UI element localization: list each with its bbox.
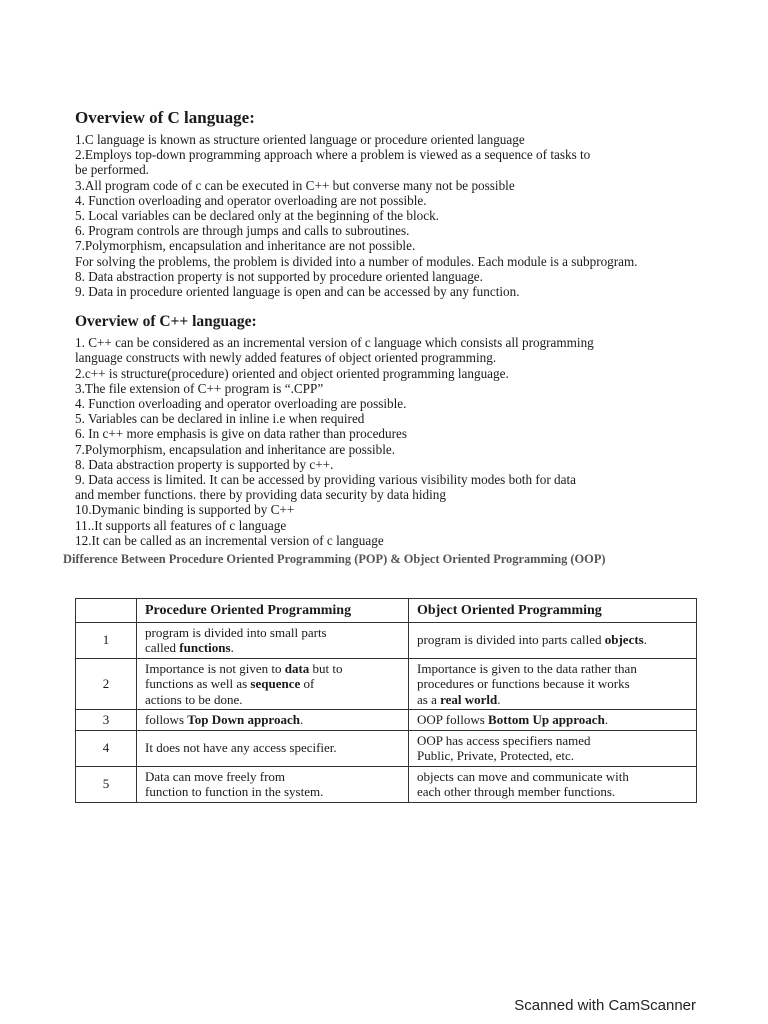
cpp-line: 9. Data access is limited. It can be accessed by providing various visibility modes both for data [75, 472, 576, 488]
cpp-line: 11..It supports all features of c language [75, 517, 287, 533]
oop-cell [409, 622, 697, 658]
cell-bold: real world [440, 691, 498, 707]
cell-text: . [230, 640, 234, 655]
c-line: 1.C language is known as structure oriented language or procedure oriented language [75, 132, 525, 147]
c-line: 5. Local variables can be declared only at the beginning of the block. [75, 208, 439, 224]
cell-text: objects can move and communicate with [417, 768, 629, 784]
cpp-line: 8. Data abstraction property is supported by c++. [75, 456, 334, 472]
table-header-row [76, 599, 697, 623]
cpp-line: 10.Dymanic binding is supported by C++ [75, 502, 295, 518]
cell-text: as a [417, 691, 441, 707]
c-line: For solving the problems, the problem is divided into a number of modules. Each module is a subprogram. [75, 253, 638, 269]
header-number [76, 599, 137, 623]
row-number: 3 [76, 710, 137, 731]
oop-cell [409, 766, 697, 802]
c-line: 8. Data abstraction property is not supported by procedure oriented language. [75, 268, 483, 284]
cell-text: follows [145, 712, 188, 727]
cell-text: . [643, 632, 647, 648]
cpp-line: 5. Variables can be declared in inline i.e when required [75, 411, 365, 427]
cell-text: program is divided into small parts [145, 624, 327, 640]
c-line: 7.Polymorphism, encapsulation and inheritance are not possible. [75, 238, 416, 254]
cpp-line: 1. C++ can be considered as an incremental version of c language which consists all programming [75, 335, 594, 351]
c-line: be performed. [75, 162, 149, 178]
c-line: 9. Data in procedure oriented language is open and can be accessed by any function. [75, 284, 520, 300]
document-body [63, 108, 705, 567]
cell-bold: Top Down approach [187, 712, 300, 727]
cpp-line: 4. Function overloading and operator overloading are possible. [75, 396, 407, 412]
cpp-overview-title: Overview of C++ language: [75, 313, 257, 331]
table-row [76, 658, 697, 710]
comparison-table [75, 598, 697, 803]
cpp-line: 3.The file extension of C++ program is “.CPP” [75, 380, 324, 396]
oop-cell [409, 710, 697, 731]
cell-text: program is divided into parts called [417, 632, 605, 648]
cell-text: OOP has access specifiers named [417, 732, 591, 748]
cell-bold: objects [604, 632, 644, 648]
row-number: 5 [76, 766, 137, 802]
oop-cell [409, 730, 697, 766]
cell-text: Data can move freely from [145, 768, 286, 784]
pop-cell [137, 710, 409, 731]
cell-text: procedures or functions because it works [417, 676, 630, 691]
cell-text: each other through member functions. [417, 784, 616, 799]
table-row [76, 730, 697, 766]
cell-text: Importance is not given to [145, 660, 285, 676]
cell-text: but to [309, 660, 343, 676]
cpp-line: language constructs with newly added features of object oriented programming. [75, 350, 497, 366]
c-overview-list [75, 132, 705, 299]
scanner-watermark: Scanned with CamScanner [514, 997, 696, 1014]
header-oop: Object Oriented Programming [409, 599, 697, 623]
cell-bold: data [284, 660, 310, 676]
cell-text: Importance is given to the data rather than [417, 660, 637, 676]
cpp-overview-list [75, 335, 705, 548]
cell-text: Public, Private, Protected, etc. [417, 748, 575, 763]
c-line: 6. Program controls are through jumps and calls to subroutines. [75, 223, 410, 239]
oop-cell [409, 658, 697, 710]
cell-bold: sequence [250, 676, 301, 691]
table-row [76, 622, 697, 658]
cell-text: It does not have any access specifier. [145, 740, 337, 756]
cell-text: of [300, 676, 315, 691]
pop-cell [137, 622, 409, 658]
cell-text: . [299, 712, 304, 727]
table-row [76, 766, 697, 802]
cpp-line: and member functions. there by providing data security by data hiding [75, 487, 446, 503]
row-number: 4 [76, 730, 137, 766]
cell-text: functions as well as [145, 676, 251, 691]
c-line: 3.All program code of c can be executed in C++ but converse many not be possible [75, 177, 515, 193]
pop-cell [137, 658, 409, 710]
c-line: 4. Function overloading and operator overloading are not possible. [75, 192, 427, 208]
cpp-line: 6. In c++ more emphasis is give on data rather than procedures [75, 426, 407, 442]
cell-bold: Bottom Up approach [488, 712, 605, 727]
cpp-line: 7.Polymorphism, encapsulation and inheritance are possible. [75, 441, 396, 457]
table-row [76, 710, 697, 731]
header-pop: Procedure Oriented Programming [137, 599, 409, 623]
cell-text: OOP follows [417, 712, 489, 727]
cell-text: called [145, 640, 180, 655]
cpp-line: 12.It can be called as an incremental version of c language [75, 532, 384, 548]
c-line: 2.Employs top-down programming approach where a problem is viewed as a sequence of tasks to [75, 147, 591, 163]
pop-cell [137, 730, 409, 766]
c-overview-title: Overview of C language: [75, 108, 255, 127]
comparison-caption: Difference Between Procedure Oriented Programming (POP) & Object Oriented Programming (OOP) [63, 552, 606, 567]
cpp-line: 2.c++ is structure(procedure) oriented and object oriented programming language. [75, 365, 509, 381]
cell-text: . [604, 712, 609, 727]
pop-cell [137, 766, 409, 802]
cell-bold: functions [179, 640, 231, 655]
row-number: 2 [76, 658, 137, 710]
cell-text: . [497, 691, 501, 707]
row-number: 1 [76, 622, 137, 658]
cell-text: function to function in the system. [145, 784, 324, 799]
cell-text: actions to be done. [145, 691, 243, 707]
